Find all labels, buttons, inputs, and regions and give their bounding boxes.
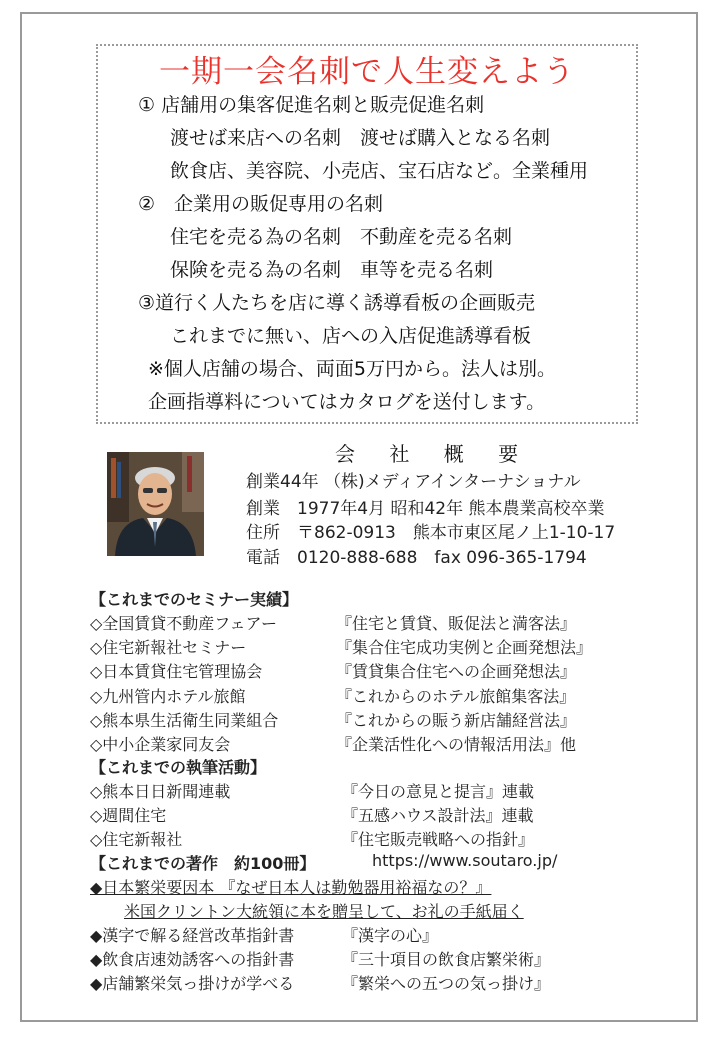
writing-heading: 【これまでの執筆活動】: [90, 758, 267, 777]
seminar-org-2: ◇住宅新報社セミナー: [90, 638, 247, 657]
promo-line-5: 住宅を売る為の名刺 不動産を売る名刺: [170, 226, 513, 248]
writing-org-1: ◇熊本日日新聞連載: [90, 782, 231, 801]
seminar-topic-1: 『住宅と賃貸、販促法と満客法』: [336, 614, 577, 633]
company-line-4: 電話 0120-888-688 fax 096-365-1794: [246, 548, 587, 568]
writing-org-2: ◇週間住宅: [90, 806, 167, 825]
writing-topic-1: 『今日の意見と提言』連載: [342, 782, 535, 801]
website-link[interactable]: https://www.soutaro.jp/: [372, 851, 558, 870]
book-topic-3: 『三十項目の飲食店繁栄術』: [342, 950, 551, 969]
writing-org-3: ◇住宅新報社: [90, 830, 183, 849]
profile-photo: [107, 452, 204, 556]
seminar-org-4: ◇九州管内ホテル旅館: [90, 687, 246, 706]
book-item-1: ◆日本繁栄要因本 『なぜ日本人は勤勉器用裕福なの？』: [90, 878, 492, 897]
promo-line-4: ② 企業用の販促専用の名刺: [138, 193, 384, 215]
book-org-2: ◆漢字で解る経営改革指針書: [90, 926, 295, 945]
promo-line-1: ① 店舗用の集客促進名刺と販売促進名刺: [138, 94, 485, 116]
seminar-topic-2: 『集合住宅成功実例と企画発想法』: [336, 638, 593, 657]
seminar-org-1: ◇全国賃貸不動産フェアー: [90, 614, 278, 633]
promo-line-3: 飲食店、美容院、小売店、宝石店など。全業種用: [170, 160, 589, 182]
seminar-topic-3: 『賃貸集合住宅への企画発想法』: [336, 662, 577, 681]
writing-topic-2: 『五感ハウス設計法』連載: [342, 806, 534, 825]
company-line-3: 住所 〒862-0913 熊本市東区尾ノ上1-10-17: [246, 523, 616, 543]
seminar-org-5: ◇熊本県生活衛生同業組合: [90, 711, 279, 730]
seminars-heading: 【これまでのセミナー実績】: [90, 590, 299, 609]
company-line-2: 創業 1977年4月 昭和42年 熊本農業高校卒業: [246, 499, 605, 519]
promo-line-9: ※個人店舗の場合、両面5万円から。法人は別。: [148, 358, 557, 380]
promo-line-8: これまでに無い、店への入店促進誘導看板: [170, 325, 532, 347]
company-line-1: 創業44年 （株)メディアインターナショナル: [246, 472, 581, 492]
company-heading: 会 社 概 要: [335, 442, 533, 466]
promo-line-10: 企画指導料についてはカタログを送付します。: [148, 391, 546, 413]
seminar-org-3: ◇日本賃貸住宅管理協会: [90, 662, 263, 681]
books-heading: 【これまでの著作 約100冊】: [90, 854, 316, 873]
book-org-3: ◆飲食店速効誘客への指針書: [90, 950, 295, 969]
book-org-4: ◆店舗繁栄気っ掛けが学べる: [90, 974, 295, 993]
writing-topic-3: 『住宅販売戦略への指針』: [342, 830, 535, 849]
promo-line-2: 渡せば来店への名刺 渡せば購入となる名刺: [170, 127, 551, 149]
book-topic-2: 『漢字の心』: [342, 926, 439, 945]
book-topic-4: 『繁栄への五つの気っ掛け』: [342, 974, 551, 993]
promo-line-7: ③道行く人たちを店に導く誘導看板の企画販売: [138, 292, 536, 314]
seminar-topic-4: 『これからのホテル旅館集客法』: [336, 687, 576, 706]
promo-line-6: 保険を売る為の名刺 車等を売る名刺: [170, 259, 494, 281]
promo-title: 一期一会名刺で人生変えよう: [159, 54, 575, 90]
seminar-topic-6: 『企業活性化への情報活用法』他: [336, 735, 577, 754]
seminar-org-6: ◇中小企業家同友会: [90, 735, 231, 754]
book-item-1-note: 米国クリントン大統領に本を贈呈して、お礼の手紙届く: [124, 902, 524, 921]
seminar-topic-5: 『これからの賑う新店舗経営法』: [336, 711, 577, 730]
